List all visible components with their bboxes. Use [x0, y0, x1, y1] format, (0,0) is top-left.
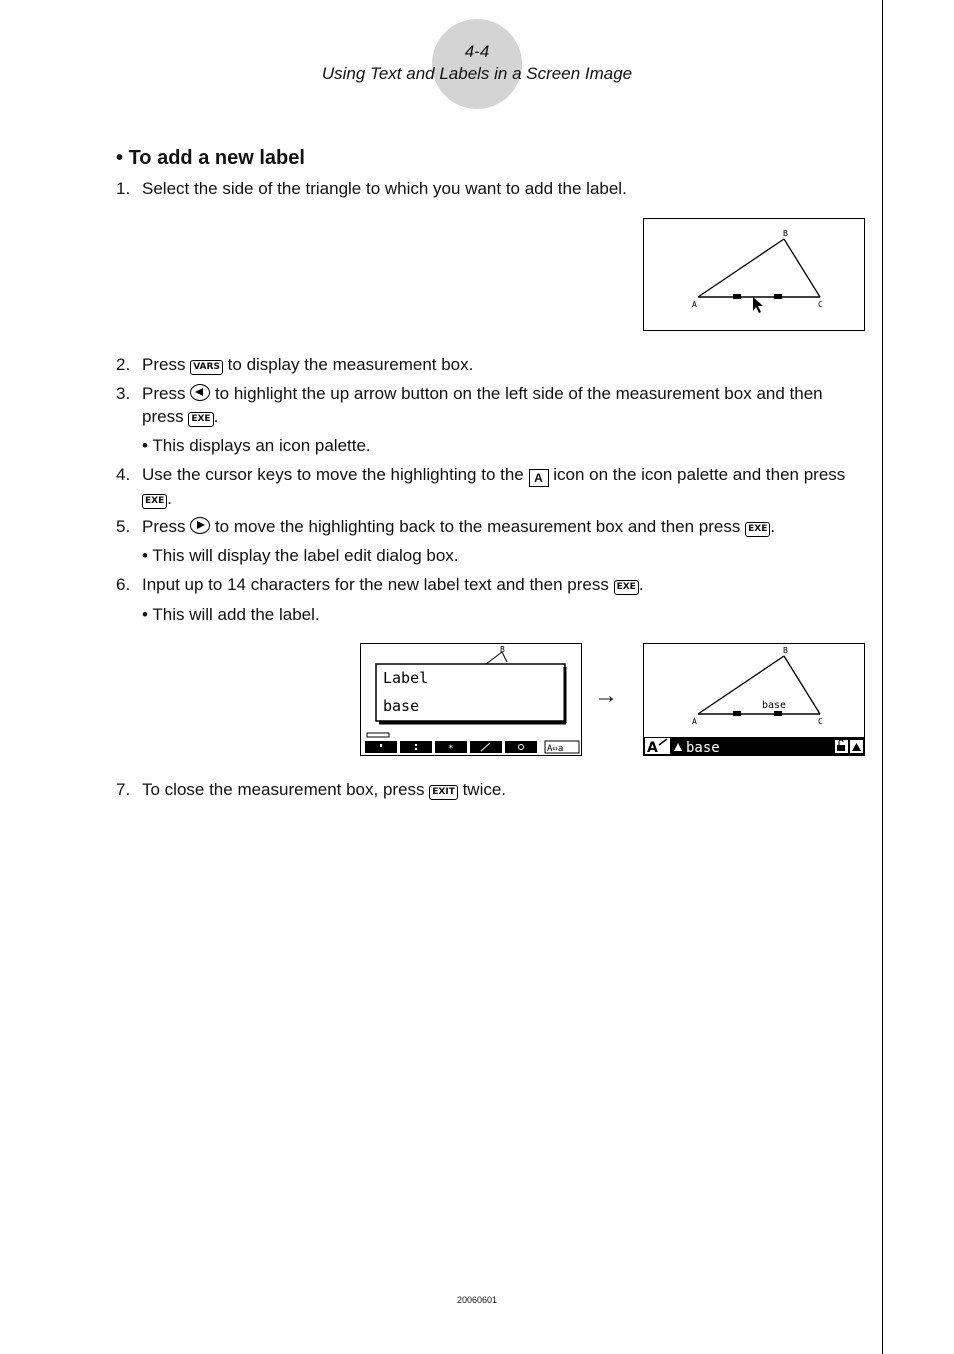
- step-text: Press to highlight the up arrow button on the left side of the measurement box and then press EXE .: [142, 384, 823, 426]
- step-text: To close the measurement box, press EXIT twice.: [142, 780, 507, 799]
- selection-handle: [774, 711, 782, 716]
- side-bc: [784, 239, 820, 297]
- exit-key-icon: EXIT: [429, 785, 458, 800]
- dialog-title: Label: [383, 669, 429, 687]
- screen-label-added: [643, 643, 865, 756]
- label-tool-icon: A: [529, 469, 549, 487]
- step-number: 1.: [116, 179, 131, 198]
- exe-key-icon: EXE: [188, 412, 213, 427]
- fkey-6-label: A⇔a: [547, 744, 564, 754]
- page-right-rule: [882, 0, 883, 1354]
- vertex-label-b: B: [783, 229, 788, 238]
- vars-key-icon: VARS: [190, 360, 223, 375]
- side-label: base: [762, 700, 787, 711]
- flow-arrow: →: [594, 682, 618, 709]
- footer-code: 20060601: [456, 1295, 498, 1305]
- step-number: 6.: [116, 575, 131, 594]
- dialog-input-value[interactable]: base: [383, 697, 420, 715]
- note-step-5: • This will display the label edit dialog box.: [142, 546, 459, 565]
- exe-key-icon: EXE: [745, 522, 770, 537]
- step-text: Use the cursor keys to move the highlighting to the A icon on the icon palette and then press EXE .: [142, 465, 846, 508]
- step-number: 7.: [116, 780, 131, 799]
- exe-key-icon: EXE: [614, 580, 639, 595]
- selection-handle: [733, 294, 741, 299]
- label-tool-icon: A: [647, 740, 658, 756]
- fkey-2[interactable]: [400, 741, 432, 753]
- step-text: Press VARS to display the measurement box.: [142, 355, 474, 374]
- step-text: Press to move the highlighting back to the measurement box and then press EXE .: [142, 517, 776, 536]
- pointer-icon: [753, 297, 763, 313]
- step-number: 2.: [116, 355, 131, 374]
- measurement-value[interactable]: base: [686, 740, 720, 756]
- side-ab: [698, 239, 784, 297]
- screen-label-dialog: [360, 643, 582, 756]
- step-text: Input up to 14 characters for the new label text and then press EXE .: [142, 575, 644, 594]
- note-step-3: • This displays an icon palette.: [142, 436, 371, 455]
- heading-text: To add a new label: [128, 147, 305, 169]
- vertex-label-c: C: [818, 717, 823, 726]
- selection-handle: [733, 711, 741, 716]
- chapter-title: Using Text and Labels in a Screen Image: [321, 64, 633, 83]
- step-number: 5.: [116, 517, 131, 536]
- svg-text:*: *: [448, 744, 454, 754]
- heading-bullet: •: [116, 147, 124, 169]
- selection-handle: [774, 294, 782, 299]
- side-bc: [784, 656, 820, 714]
- vertex-label-a: A: [692, 717, 697, 726]
- status-indicator: [367, 733, 389, 737]
- step-number: 4.: [116, 465, 131, 484]
- lock-icon: [837, 745, 845, 751]
- vertex-label-b: B: [500, 645, 505, 654]
- fkey-5[interactable]: [505, 741, 537, 753]
- step-text: Select the side of the triangle to which you want to add the label.: [142, 179, 627, 198]
- vertex-label-c: C: [818, 300, 823, 309]
- note-step-6: • This will add the label.: [142, 605, 320, 624]
- page-number: 4-4: [464, 42, 490, 61]
- right-cursor-key-icon: [190, 517, 210, 534]
- exe-key-icon: EXE: [142, 494, 167, 509]
- section-heading: [116, 147, 305, 170]
- left-cursor-key-icon: [190, 384, 210, 401]
- step-number: 3.: [116, 384, 131, 403]
- vertex-label-b: B: [783, 646, 788, 655]
- vertex-label-a: A: [692, 300, 697, 309]
- screen-triangle-selected: [643, 218, 865, 331]
